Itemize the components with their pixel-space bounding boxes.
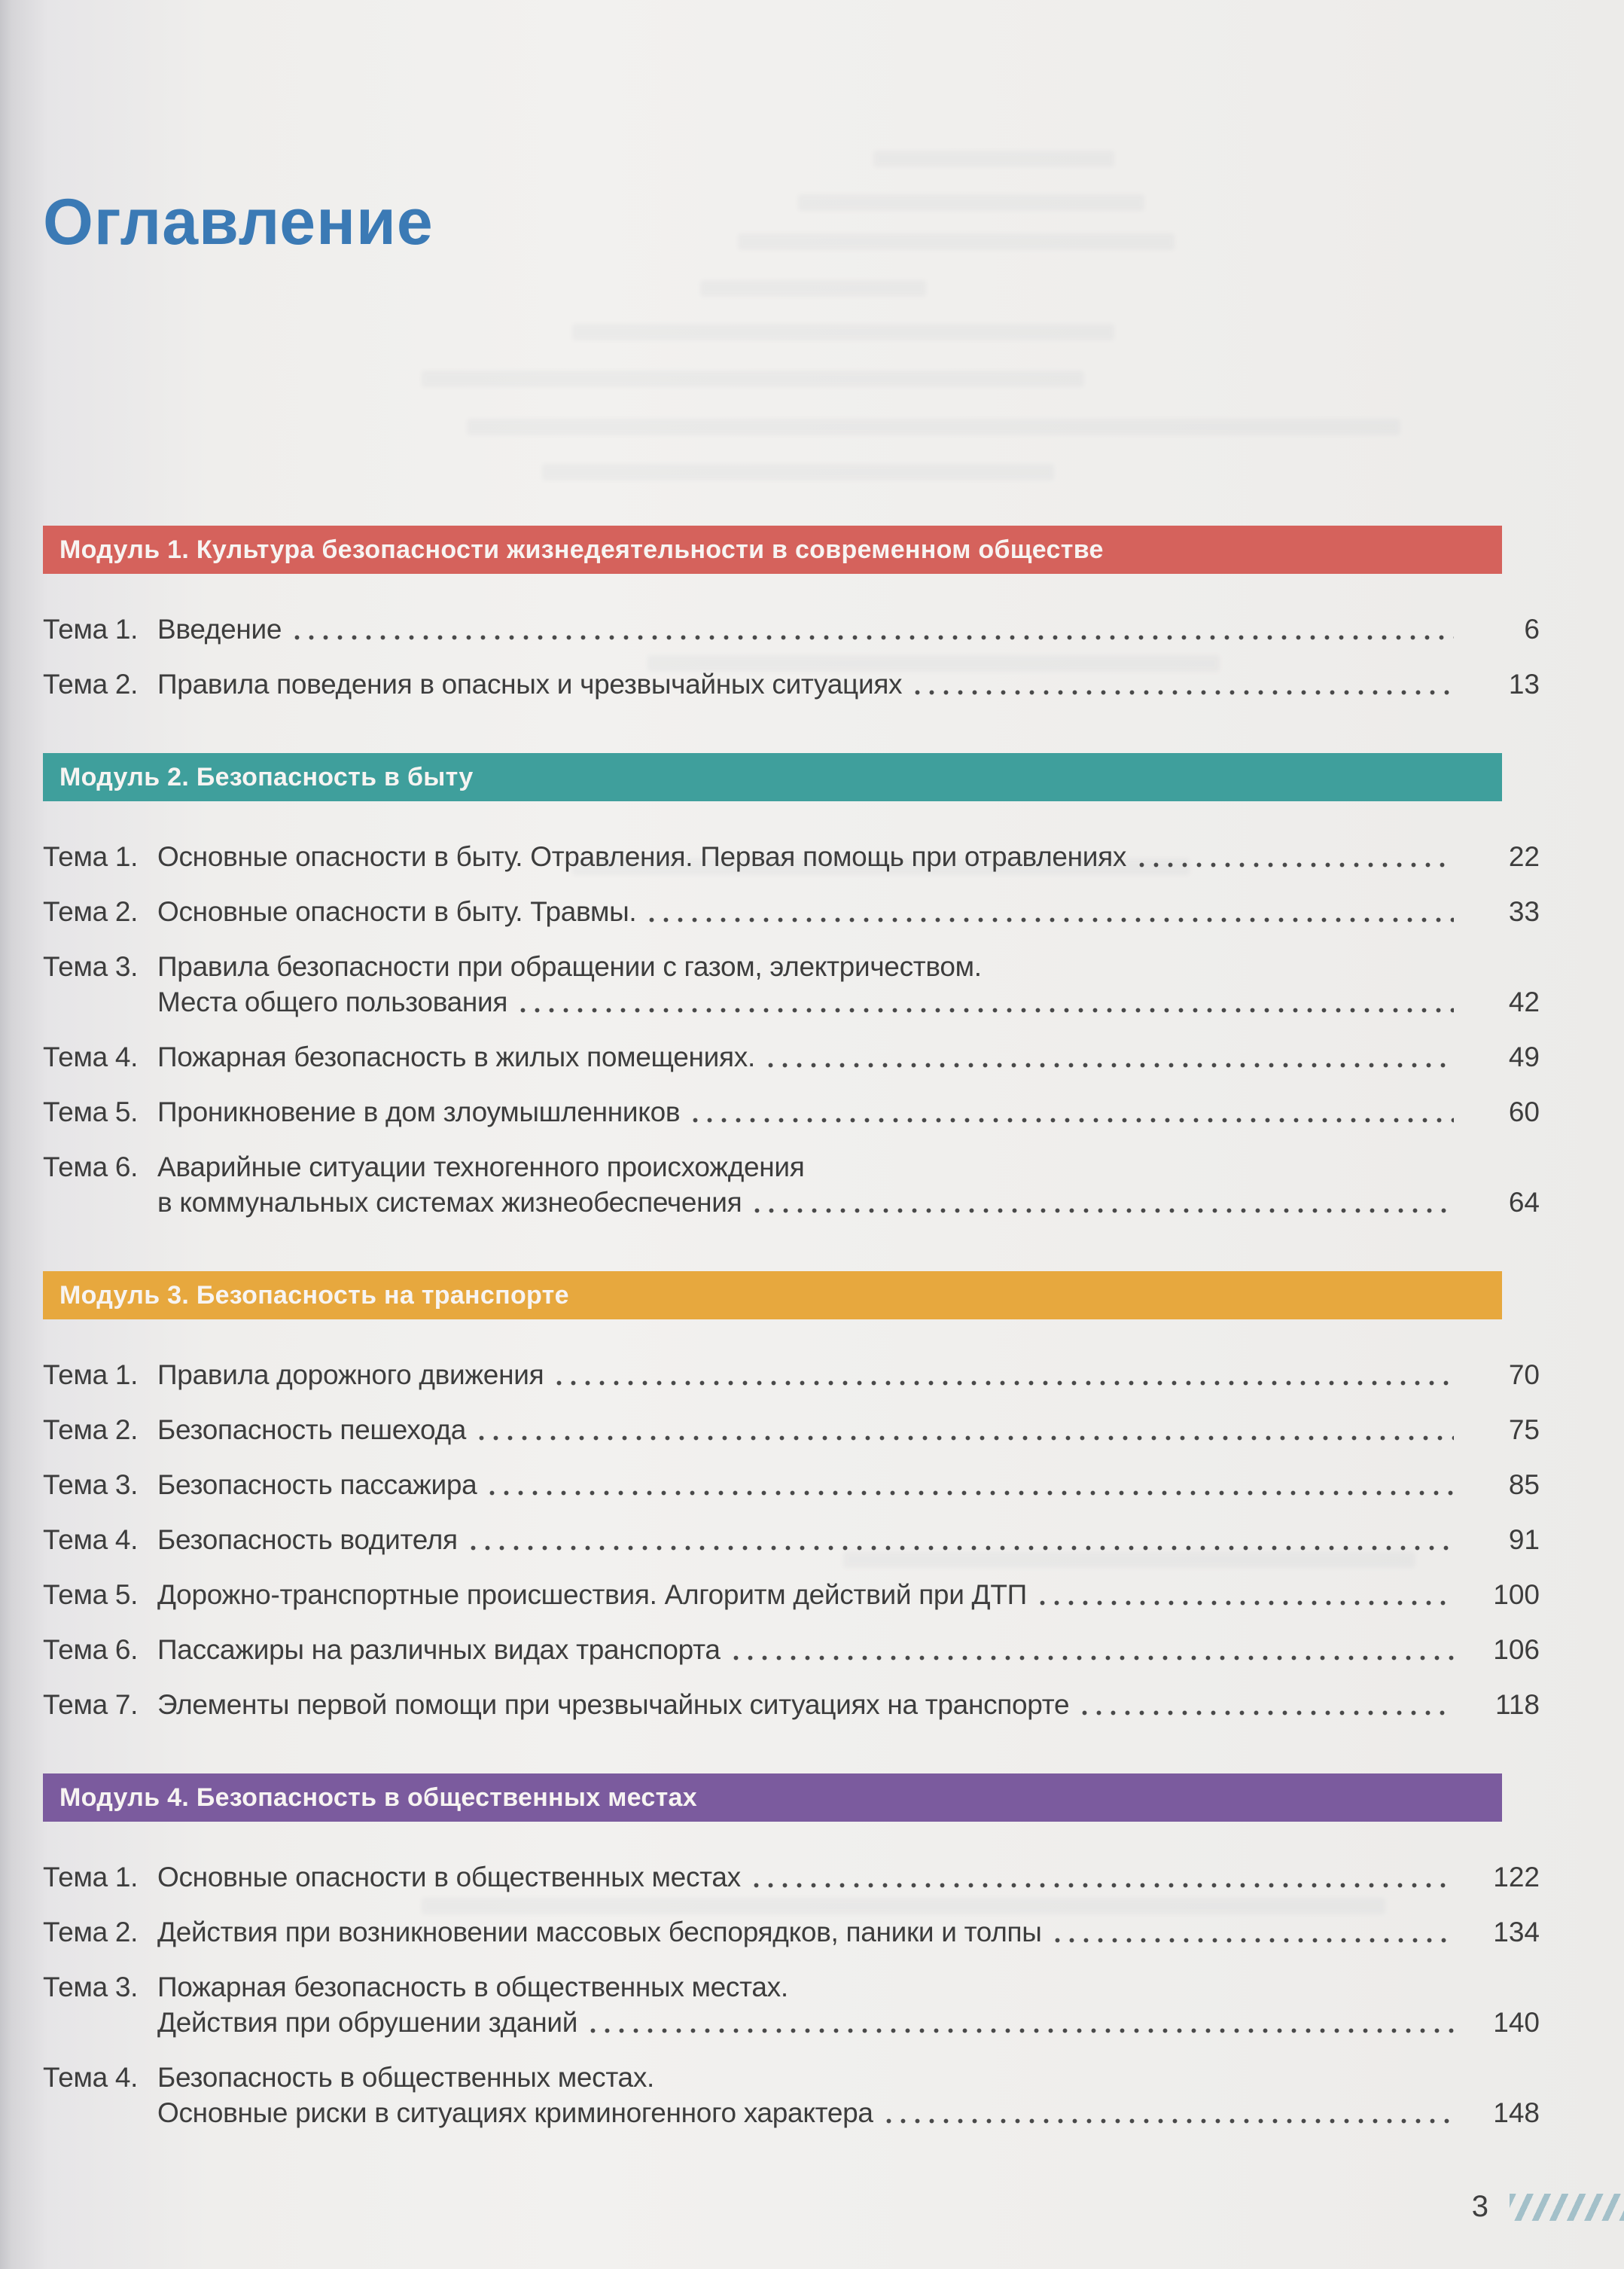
dot-leader [1039,1600,1454,1606]
topic-title-text: Проникновение в дом злоумышленников [157,1096,681,1127]
topic-label: Тема 3. [43,1972,139,2002]
topic-title-text: в коммунальных системах жизнеобеспечения [157,1187,742,1218]
topic-label: Тема 5. [43,1096,139,1127]
module-banner: Модуль 4. Безопасность в общественных местах [43,1773,1502,1822]
topic-title [157,949,1467,1020]
topic-title [157,1632,1467,1667]
toc-entry [43,949,1540,1020]
dot-leader [470,1545,1454,1551]
dot-leader [753,1882,1454,1889]
topic-page-number: 49 [1508,1041,1540,1072]
toc-entry [43,1412,1540,1447]
dot-leader [489,1490,1454,1496]
topic-page-number: 118 [1495,1689,1540,1720]
toc-entry [43,839,1540,874]
topic-title-text: Безопасность пешехода [157,1414,467,1445]
module-section-4 [43,1773,1540,2156]
toc-entry [43,1687,1540,1722]
toc-entry [43,1577,1540,1612]
topic-title-lastline [157,1522,1467,1557]
topic-title-lastline [157,1094,1467,1130]
topic-title [157,1357,1467,1392]
hatch-decoration-icon [1510,2194,1624,2221]
dot-leader [767,1062,1454,1069]
topic-title-line: Безопасность в общественных местах. [157,2062,655,2093]
toc-entry [43,1914,1540,1950]
topic-label: Тема 3. [43,1469,139,1500]
topic-title-lastline [157,2005,1467,2040]
topic-title-lastline [157,1577,1467,1612]
module-topic-list [43,1319,1540,1748]
topic-title-text: Основные опасности в быту. Отравления. Первая помощь при отравлениях [157,841,1127,872]
topic-page-number: 134 [1493,1917,1540,1947]
topic-page-number: 33 [1508,896,1540,927]
topic-page-number: 140 [1493,2007,1540,2038]
topic-title-text: Дорожно-транспортные происшествия. Алгоритм действий при ДТП [157,1579,1027,1610]
topic-title-text: Основные риски в ситуациях криминогенного характера [157,2097,873,2128]
topic-label: Тема 4. [43,1041,139,1072]
topic-page-number: 148 [1493,2097,1540,2128]
dot-leader [733,1654,1454,1661]
topic-title-text: Правила дорожного движения [157,1359,544,1390]
topic-title [157,839,1467,874]
topic-title [157,1094,1467,1130]
toc-entry [43,1039,1540,1075]
toc-entry [43,1969,1540,2040]
topic-title [157,1467,1467,1502]
dot-leader [556,1380,1454,1386]
topic-title-lastline [157,839,1467,874]
topic-page-number: 42 [1508,987,1540,1017]
toc-entry [43,1859,1540,1895]
topic-label: Тема 7. [43,1689,139,1720]
topic-title [157,1577,1467,1612]
dot-leader [1054,1937,1454,1944]
module-banner: Модуль 3. Безопасность на транспорте [43,1271,1502,1319]
topic-title [157,1412,1467,1447]
toc-entry [43,611,1540,647]
dot-leader [294,634,1454,641]
toc-entry [43,1467,1540,1502]
module-banner: Модуль 1. Культура безопасности жизнедеятельности в современном обществе [43,526,1502,574]
module-banner: Модуль 2. Безопасность в быту [43,753,1502,801]
toc-entry [43,666,1540,702]
topic-page-number: 64 [1508,1187,1540,1218]
module-topic-list [43,1822,1540,2156]
dot-leader [648,916,1454,923]
topic-label: Тема 1. [43,614,139,645]
topic-title-lastline [157,1039,1467,1075]
topic-title [157,1969,1467,2040]
topic-title-lastline [157,1412,1467,1447]
topic-title-line: Аварийные ситуации техногенного происхождения [157,1151,805,1182]
topic-title [157,2060,1467,2130]
page-title: Оглавление [43,186,434,258]
topic-title-lastline [157,1357,1467,1392]
topic-label: Тема 1. [43,1862,139,1892]
topic-title-text: Места общего пользования [157,987,508,1017]
topic-title-text: Действия при обрушении зданий [157,2007,578,2038]
topic-title-text: Безопасность водителя [157,1524,458,1555]
topic-label: Тема 6. [43,1634,139,1665]
topic-title-lastline [157,1185,1467,1220]
topic-title-text: Пассажиры на различных видах транспорта [157,1634,721,1665]
topic-title [157,611,1467,647]
topic-label: Тема 2. [43,896,139,927]
topic-title [157,1859,1467,1895]
topic-label: Тема 1. [43,841,139,872]
module-section-3 [43,1271,1540,1748]
folio-page-number: 3 [1471,2190,1488,2223]
topic-page-number: 60 [1508,1096,1540,1127]
topic-title-line: Пожарная безопасность в общественных местах. [157,1972,788,2002]
dot-leader [914,689,1454,696]
topic-title-lastline [157,894,1467,929]
dot-leader [519,1007,1454,1014]
topic-label: Тема 6. [43,1151,139,1182]
topic-title-text: Основные опасности в быту. Травмы. [157,896,637,927]
topic-title-text: Пожарная безопасность в жилых помещениях. [157,1041,755,1072]
topic-label: Тема 2. [43,669,139,700]
topic-page-number: 106 [1493,1634,1540,1665]
topic-title-lastline [157,1632,1467,1667]
topic-page-number: 22 [1508,841,1540,872]
topic-page-number: 6 [1524,614,1540,645]
toc-entry [43,894,1540,929]
dot-leader [754,1207,1454,1214]
toc-entry [43,1522,1540,1557]
topic-page-number: 75 [1508,1414,1540,1445]
dot-leader [478,1435,1454,1441]
topic-title-lastline [157,1467,1467,1502]
dot-leader [590,2027,1454,2034]
topic-title-text: Основные опасности в общественных местах [157,1862,741,1892]
module-section-1 [43,526,1540,727]
page-footer [1472,2190,1624,2224]
topic-title-lastline [157,1687,1467,1722]
topic-page-number: 13 [1508,669,1540,700]
topic-label: Тема 4. [43,2062,139,2093]
module-topic-list [43,801,1540,1246]
topic-label: Тема 5. [43,1579,139,1610]
topic-page-number: 91 [1508,1524,1540,1555]
topic-title-lastline [157,611,1467,647]
topic-title [157,1687,1467,1722]
topic-title-text: Действия при возникновении массовых беспорядков, паники и толпы [157,1917,1042,1947]
topic-title-text: Правила поведения в опасных и чрезвычайных ситуациях [157,669,903,700]
topic-label: Тема 2. [43,1414,139,1445]
topic-title-line: Правила безопасности при обращении с газом, электричеством. [157,951,982,982]
topic-title-lastline [157,666,1467,702]
topic-title [157,894,1467,929]
toc-entry [43,1632,1540,1667]
topic-page-number: 85 [1508,1469,1540,1500]
topic-title-lastline [157,1859,1467,1895]
toc-entry [43,1094,1540,1130]
toc-content [43,0,1540,2182]
topic-page-number: 122 [1493,1862,1540,1892]
topic-title-text: Элементы первой помощи при чрезвычайных ситуациях на транспорте [157,1689,1070,1720]
topic-label: Тема 4. [43,1524,139,1555]
toc-entry [43,2060,1540,2130]
topic-title-lastline [157,2095,1467,2130]
topic-page-number: 100 [1493,1579,1540,1610]
dot-leader [1138,862,1454,868]
toc-entry [43,1357,1540,1392]
topic-title [157,1914,1467,1950]
topic-title-text: Безопасность пассажира [157,1469,477,1500]
topic-title-lastline [157,984,1467,1020]
topic-label: Тема 3. [43,951,139,982]
topic-title [157,1149,1467,1220]
toc-entry [43,1149,1540,1220]
topic-title [157,1522,1467,1557]
topic-label: Тема 2. [43,1917,139,1947]
topic-title-lastline [157,1914,1467,1950]
module-section-2 [43,753,1540,1246]
modules [43,526,1540,2156]
dot-leader [1081,1709,1454,1716]
topic-title-text: Введение [157,614,282,645]
topic-title [157,666,1467,702]
topic-label: Тема 1. [43,1359,139,1390]
topic-page-number: 70 [1508,1359,1540,1390]
dot-leader [692,1117,1454,1124]
module-topic-list [43,574,1540,727]
dot-leader [885,2118,1454,2124]
topic-title [157,1039,1467,1075]
